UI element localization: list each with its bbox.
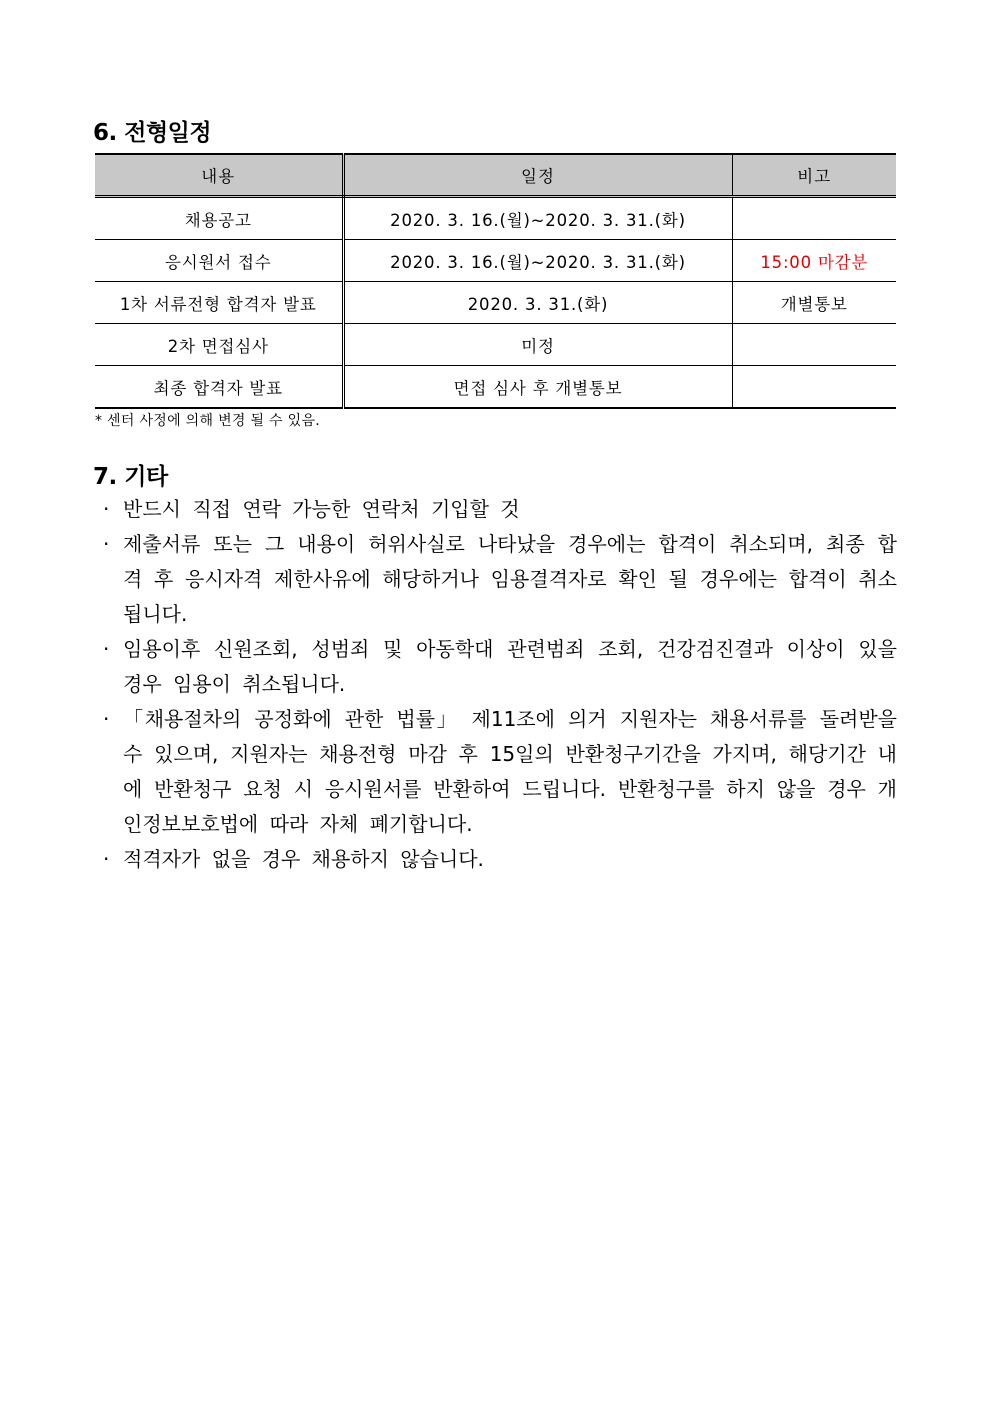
schedule-table: [95, 153, 896, 409]
list-item-text: 임용이후 신원조회, 성범죄 및 아동학대 관련범죄 조회, 건강검진결과 이상이 있을 경우 임용이 취소됩니다.: [123, 637, 897, 696]
row-note: [732, 366, 896, 409]
header-content: 내용: [95, 154, 343, 197]
row-schedule: 미정: [343, 324, 732, 366]
row-schedule: 2020. 3. 16.(월)~2020. 3. 31.(화): [343, 197, 732, 240]
row-item: 최종 합격자 발표: [95, 366, 343, 409]
section-6-title: 6. 전형일정: [93, 120, 212, 146]
row-schedule: 2020. 3. 16.(월)~2020. 3. 31.(화): [343, 240, 732, 282]
list-item-text: 제출서류 또는 그 내용이 허위사실로 나타났을 경우에는 합격이 취소되며, 최종 합격 후 응시자격 제한사유에 해당하거나 임용결격자로 확인 될 경우에는 합격이 취소됩니다.: [123, 532, 897, 626]
schedule-footnote: * 센터 사정에 의해 변경 될 수 있음.: [95, 413, 321, 429]
list-item: [101, 527, 897, 632]
row-item: 2차 면접심사: [95, 324, 343, 366]
table-row: [95, 282, 896, 324]
list-item: [101, 632, 897, 702]
list-item-text: 「채용절차의 공정화에 관한 법률」 제11조에 의거 지원자는 채용서류를 돌려받을 수 있으며, 지원자는 채용전형 마감 후 15일의 반환청구기간을 가지며, 해당기간 내에 반환청구 요청 시 응시원서를 반환하여 드립니다. 반환청구를 하지 않을 경우 개인정보보호법에 따라 자체 폐기합니다.: [123, 707, 897, 836]
list-item-text: 반드시 직접 연락 가능한 연락처 기입할 것: [123, 497, 520, 521]
row-note: 개별통보: [732, 282, 896, 324]
row-note-deadline: 15:00 마감분: [732, 240, 896, 282]
row-schedule: 면접 심사 후 개별통보: [343, 366, 732, 409]
bullet-marker: ·: [103, 497, 110, 521]
table-row: [95, 366, 896, 409]
table-row: [95, 240, 896, 282]
row-item: 응시원서 접수: [95, 240, 343, 282]
list-item: [101, 492, 897, 527]
table-row: [95, 324, 896, 366]
table-header-row: [95, 154, 896, 197]
list-item: [101, 842, 897, 877]
other-notes-list: [101, 492, 897, 877]
row-note: [732, 324, 896, 366]
list-item: [101, 702, 897, 842]
row-schedule: 2020. 3. 31.(화): [343, 282, 732, 324]
row-note: [732, 197, 896, 240]
table-row: [95, 197, 896, 240]
bullet-marker: ·: [103, 532, 110, 556]
bullet-marker: ·: [103, 707, 110, 731]
bullet-marker: ·: [103, 847, 110, 871]
bullet-marker: ·: [103, 637, 110, 661]
header-schedule: 일정: [343, 154, 732, 197]
section-7-title: 7. 기타: [93, 464, 168, 490]
header-note: 비고: [732, 154, 896, 197]
row-item: 채용공고: [95, 197, 343, 240]
row-item: 1차 서류전형 합격자 발표: [95, 282, 343, 324]
list-item-text: 적격자가 없을 경우 채용하지 않습니다.: [123, 847, 484, 871]
